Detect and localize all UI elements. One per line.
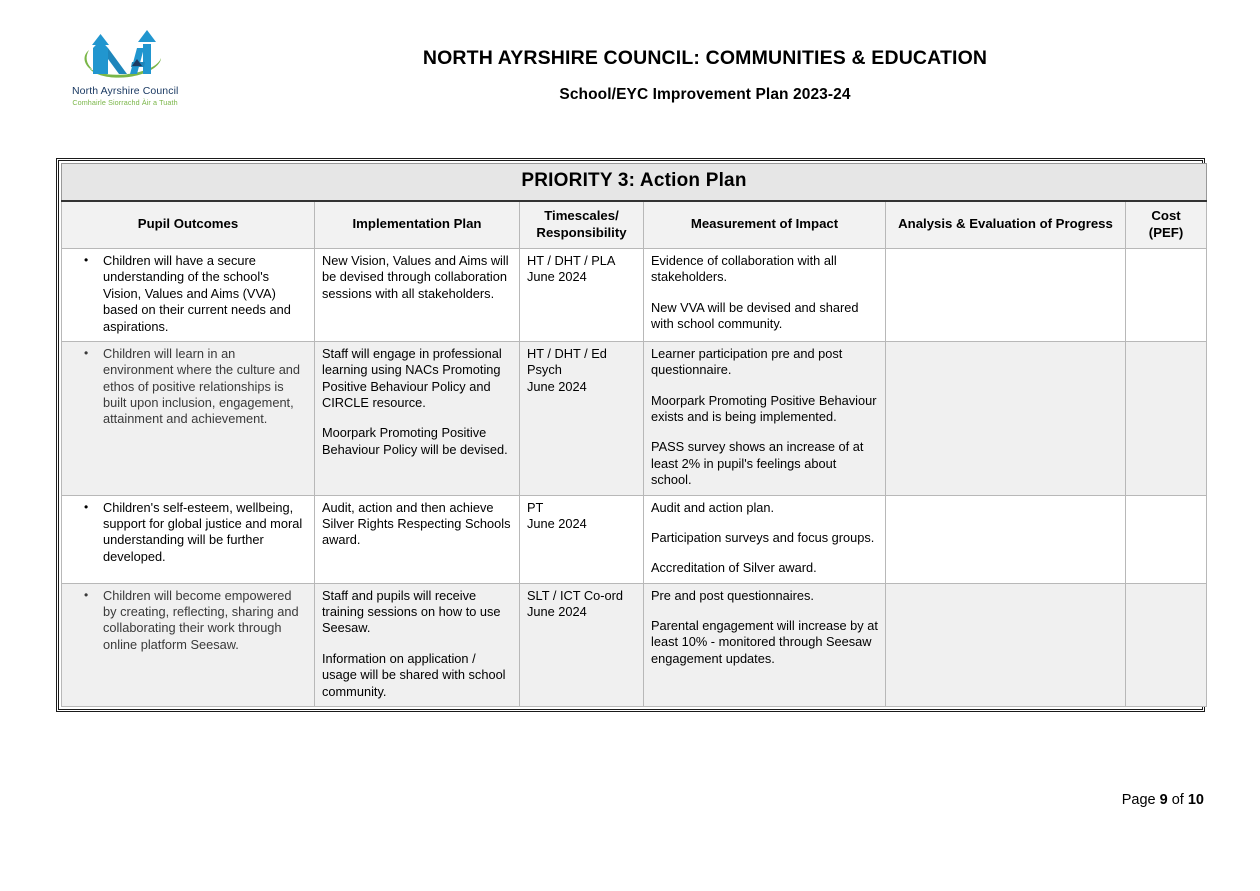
- page-footer: [0, 792, 1204, 808]
- cell-implementation-plan: [315, 583, 520, 706]
- cell-cost-pef[interactable]: [1126, 341, 1207, 495]
- timescale-date: June 2024: [527, 378, 587, 394]
- timescale-date: June 2024: [527, 604, 587, 619]
- priority-title-row: [62, 164, 1207, 202]
- paragraph: New Vision, Values and Aims will be devised through collaboration sessions with all stakeholders.: [322, 253, 509, 301]
- logo-gaelic-name: Comhairle Siorrachd Àir a Tuath: [72, 98, 178, 107]
- table-row: [62, 249, 1207, 342]
- paragraph: Learner participation pre and post questionnaire.: [651, 345, 843, 378]
- priority-title: PRIORITY 3: Action Plan: [62, 164, 1207, 202]
- column-header-analysis-evaluation: Analysis & Evaluation of Progress: [886, 201, 1126, 249]
- council-logo: [72, 26, 178, 114]
- cell-measurement-of-impact: [644, 249, 886, 342]
- paragraph: Staff will engage in professional learning using NACs Promoting Positive Behaviour Policy and CIRCLE resource.: [322, 345, 502, 410]
- paragraph: Audit, action and then achieve Silver Rights Respecting Schools award.: [322, 499, 511, 548]
- column-header-implementation-plan: Implementation Plan: [315, 201, 520, 249]
- page-subtitle: School/EYC Improvement Plan 2023-24: [559, 86, 851, 104]
- paragraph: Participation surveys and focus groups.: [651, 529, 875, 545]
- paragraph: Accreditation of Silver award.: [651, 560, 817, 576]
- cell-cost-pef[interactable]: [1126, 583, 1207, 706]
- cell-cost-pef[interactable]: [1126, 495, 1207, 583]
- list-item: • Children will have a secure understanding of the school's Vision, Values and Aims (VVA) based on their current needs and aspirations.: [103, 253, 308, 335]
- action-plan-table: [61, 163, 1207, 707]
- outcome-list: [69, 346, 308, 428]
- cell-implementation-plan: [315, 341, 520, 495]
- responsibility: HT / DHT / PLA: [527, 253, 616, 268]
- paragraph: Staff and pupils will receive training sessions on how to use Seesaw.: [322, 587, 501, 636]
- cell-timescales-responsibility: [520, 341, 644, 495]
- responsibility: PT: [527, 499, 544, 515]
- responsibility: SLT / ICT Co-ord: [527, 587, 624, 603]
- column-header-measurement-of-impact: Measurement of Impact: [644, 201, 886, 249]
- cell-measurement-of-impact: [644, 341, 886, 495]
- cell-analysis-evaluation[interactable]: [886, 341, 1126, 495]
- page-number-total: 10: [1187, 792, 1204, 808]
- paragraph: New VVA will be devised and shared with school community.: [651, 299, 859, 332]
- column-header-cost-pef: [1126, 201, 1207, 249]
- table-row: [62, 583, 1207, 706]
- cost-line-1: Cost: [1151, 208, 1181, 223]
- cell-measurement-of-impact: [644, 495, 886, 583]
- outcome-list: [69, 253, 308, 335]
- table-row: [62, 341, 1207, 495]
- cell-analysis-evaluation[interactable]: [886, 249, 1126, 342]
- cell-analysis-evaluation[interactable]: [886, 583, 1126, 706]
- list-item: • Children will become empowered by creating, reflecting, sharing and collaborating their work through online platform Seesaw.: [103, 588, 308, 654]
- paragraph: Moorpark Promoting Positive Behaviour exists and is being implemented.: [651, 392, 877, 424]
- list-item: • Children will learn in an environment where the culture and ethos of positive relationships is built upon inclusion, engagement, attainment and achievement.: [103, 346, 308, 428]
- cell-analysis-evaluation[interactable]: [886, 495, 1126, 583]
- cell-timescales-responsibility: [520, 495, 644, 583]
- table-row: [62, 495, 1207, 583]
- column-header-row: [62, 201, 1207, 249]
- page-label-of: of: [1171, 792, 1184, 808]
- cell-pupil-outcomes: [62, 249, 315, 342]
- column-header-pupil-outcomes: Pupil Outcomes: [62, 201, 315, 249]
- paragraph: Moorpark Promoting Positive Behaviour Policy will be devised.: [322, 425, 508, 457]
- page-header: [0, 0, 1260, 130]
- cell-implementation-plan: [315, 495, 520, 583]
- timescales-line-1: Timescales/: [544, 208, 619, 223]
- outcome-list: [69, 500, 308, 566]
- document-title-block: [210, 46, 1200, 104]
- cell-timescales-responsibility: [520, 583, 644, 706]
- paragraph: Parental engagement will increase by at least 10% - monitored through Seesaw engagement updates.: [651, 618, 878, 666]
- page-title: NORTH AYRSHIRE COUNCIL: COMMUNITIES & EDUCATION: [422, 47, 988, 69]
- north-ayrshire-council-logo-icon: [75, 26, 175, 84]
- paragraph: Evidence of collaboration with all stakeholders.: [651, 253, 837, 285]
- cell-pupil-outcomes: [62, 495, 315, 583]
- paragraph: Information on application / usage will be shared with school community.: [322, 650, 506, 699]
- cell-cost-pef[interactable]: [1126, 249, 1207, 342]
- cell-implementation-plan: [315, 249, 520, 342]
- column-header-timescales-responsibility: [520, 201, 644, 249]
- cell-pupil-outcomes: [62, 583, 315, 706]
- paragraph: Audit and action plan.: [651, 499, 775, 515]
- outcome-list: [69, 588, 308, 654]
- paragraph: Pre and post questionnaires.: [651, 587, 814, 603]
- timescale-date: June 2024: [527, 269, 587, 285]
- timescale-date: June 2024: [527, 515, 587, 531]
- page-number-current: 9: [1159, 792, 1168, 808]
- page-label-prefix: Page: [1121, 792, 1156, 808]
- timescales-line-2: Responsibility: [536, 224, 627, 240]
- paragraph: PASS survey shows an increase of at least 2% in pupil's feelings about school.: [651, 439, 864, 488]
- cell-timescales-responsibility: [520, 249, 644, 342]
- cell-measurement-of-impact: [644, 583, 886, 706]
- cell-pupil-outcomes: [62, 341, 315, 495]
- action-plan-table-container: [56, 158, 1205, 712]
- responsibility: HT / DHT / Ed Psych: [527, 345, 607, 378]
- logo-council-name: North Ayrshire Council: [72, 85, 179, 97]
- cost-line-2: (PEF): [1148, 224, 1184, 240]
- action-plan-table-body: [62, 249, 1207, 707]
- list-item: • Children's self-esteem, wellbeing, support for global justice and moral understanding will be further developed.: [103, 500, 308, 566]
